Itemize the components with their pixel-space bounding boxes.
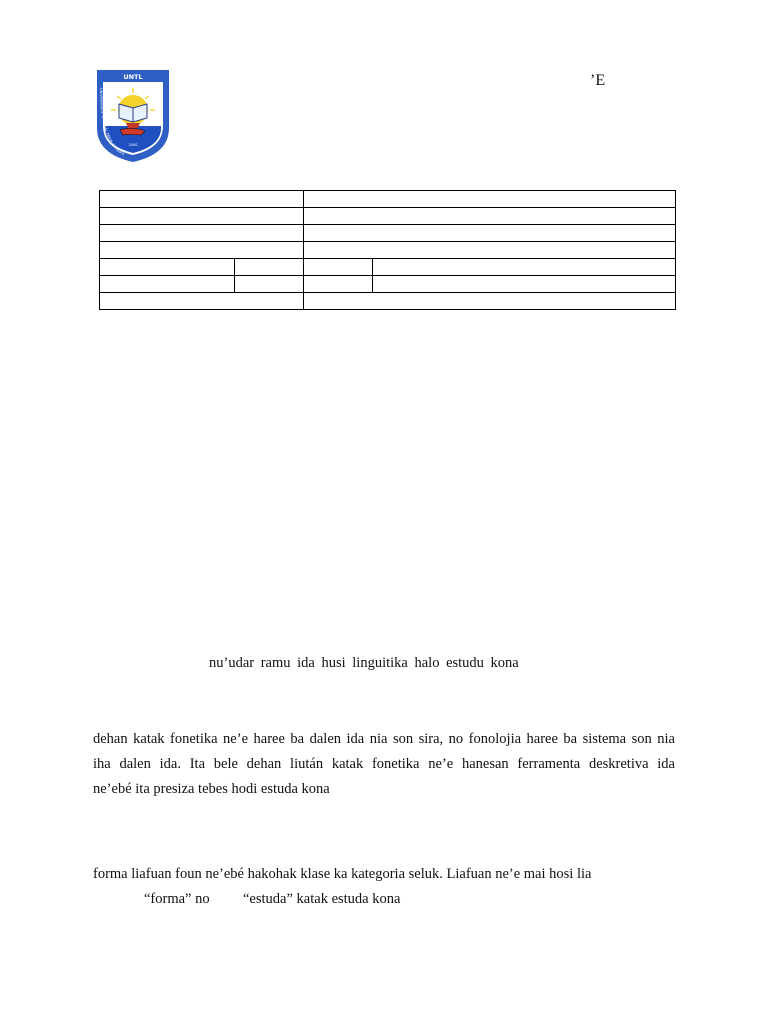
- paragraph-line: dehan katak fonetika ne’e haree ba dalen ida nia son sira, no fonolojia haree ba sistema son nia: [93, 731, 675, 747]
- info-table: [99, 190, 676, 310]
- paragraph-2-word-a: “forma” no: [144, 891, 210, 907]
- paragraph-2-word-b: “estuda” katak estuda kona: [243, 891, 401, 907]
- paragraph-line: forma liafuan foun ne’ebé hakohak klase ka kategoria seluk. Liafuan ne’e mai hosi lia: [93, 866, 592, 882]
- svg-text:UNIVERSIDADE NACIONAL TIMOR LO: UNIVERSIDADE NACIONAL TIMOR LOROSA'E: [98, 88, 126, 157]
- body-line-1: nu’udar ramu ida husi linguitika halo estudu kona: [209, 655, 519, 671]
- paragraph-1: [93, 727, 675, 802]
- table-row: [100, 293, 676, 310]
- svg-text:2000: 2000: [128, 143, 138, 147]
- table-row: [100, 208, 676, 225]
- paragraph-2: [93, 862, 635, 887]
- university-seal-logo: [93, 68, 173, 164]
- table-row: [100, 191, 676, 208]
- svg-text:UNTL: UNTL: [123, 73, 143, 81]
- header-mark: ’E: [590, 72, 606, 89]
- paragraph-line: iha dalen ida. Ita bele dehan liután katak fonetika ne’e hanesan ferramenta deskretiva ida: [93, 756, 675, 772]
- table-row: [100, 242, 676, 259]
- table-row: [100, 259, 676, 276]
- table-row: [100, 276, 676, 293]
- table-row: [100, 225, 676, 242]
- paragraph-line: ne’ebé ita presiza tebes hodi estuda kona: [93, 781, 330, 797]
